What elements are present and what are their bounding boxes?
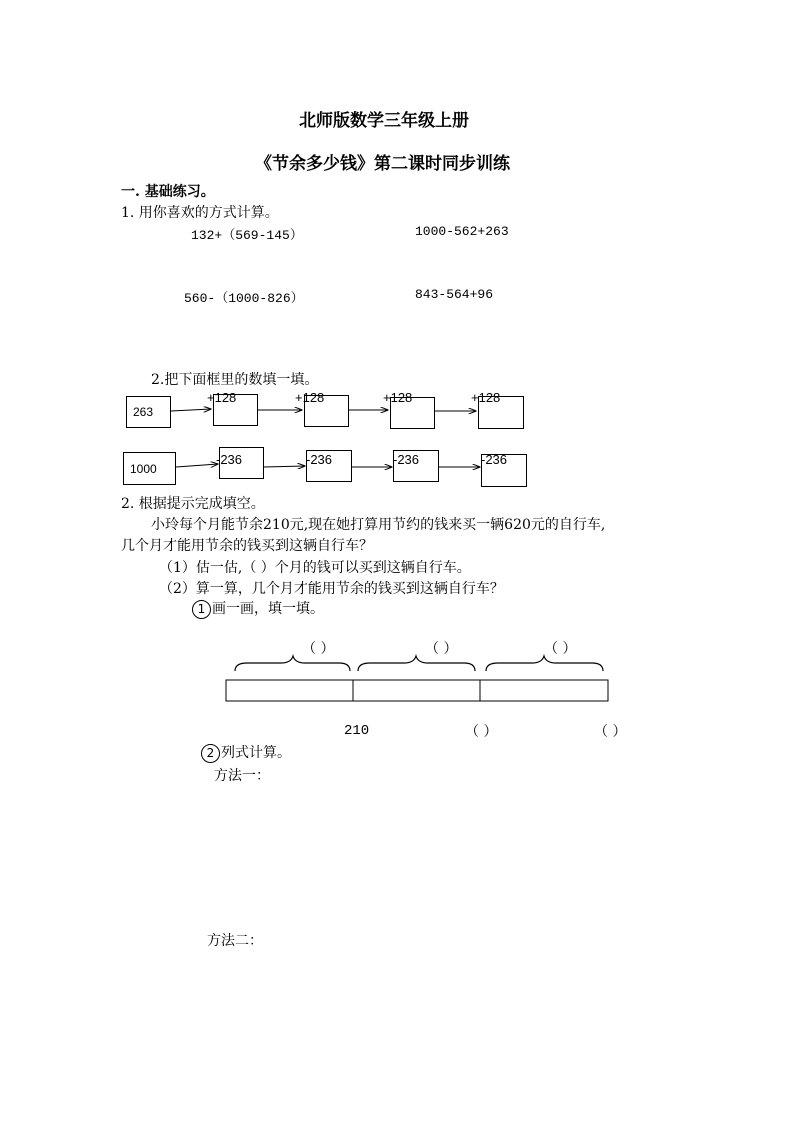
- start-value: 263: [133, 405, 154, 419]
- start-value: 1000: [130, 461, 157, 476]
- step-2: [201, 742, 291, 763]
- part-2-text: （2）算一算，几个月才能用节余的钱买到这辆自行车？: [159, 581, 504, 597]
- bracket-blank[interactable]: （ ）: [544, 641, 577, 657]
- curly-brace: [235, 656, 350, 671]
- expression-3: 560-（1000-826）: [184, 291, 304, 306]
- problem-text-line-2: 几个月才能用节余的钱买到这辆自行车？: [121, 538, 373, 554]
- step-1-text: 画一画，填一填。: [212, 601, 324, 617]
- operation-label: -236: [393, 452, 420, 467]
- problem-text-line-1: 小玲每个月能节余210元,现在她打算用节约的钱来买一辆620元的自行车,: [151, 517, 606, 533]
- step-2-text: 列式计算。: [221, 745, 291, 761]
- method-1-label: 方法一：: [214, 768, 270, 784]
- operation-label: +128: [471, 390, 501, 405]
- operation-label: +128: [207, 390, 237, 405]
- circled-number-1: 1: [192, 600, 211, 619]
- question-1-label: 1. 用你喜欢的方式计算。: [121, 205, 279, 221]
- operation-label: -236: [481, 452, 508, 467]
- page-subtitle: 《节余多少钱》第二课时同步训练: [255, 154, 510, 174]
- question-2-label: 2.把下面框里的数填一填。: [151, 372, 319, 388]
- question-2-heading: 2. 根据提示完成填空。: [121, 496, 265, 512]
- expression-4: 843-564+96: [415, 287, 494, 302]
- operation-label: +128: [383, 390, 413, 405]
- method-2-label: 方法二：: [207, 933, 263, 949]
- curly-brace: [486, 656, 603, 671]
- expression-2: 1000-562+263: [415, 224, 509, 239]
- section-heading: 一. 基础练习。: [121, 184, 215, 200]
- operation-label: -236: [306, 452, 333, 467]
- bracket-blank[interactable]: （ ）: [302, 641, 335, 657]
- segment-bar: [226, 680, 608, 701]
- circled-number-2: 2: [201, 744, 220, 763]
- curly-brace: [358, 656, 475, 671]
- segment-value-blank[interactable]: （ ）: [465, 724, 498, 740]
- segment-value-210: 210: [344, 723, 370, 739]
- expression-1: 132+（569-145）: [191, 228, 303, 243]
- page-title: 北师版数学三年级上册: [299, 111, 469, 131]
- operation-label: -236: [216, 452, 243, 467]
- part-1-text: （1）估一估,（ ）个月的钱可以买到这辆自行车。: [159, 560, 471, 576]
- operation-label: +128: [295, 390, 325, 405]
- segment-value-blank[interactable]: （ ）: [594, 724, 627, 740]
- bracket-blank[interactable]: （ ）: [425, 641, 458, 657]
